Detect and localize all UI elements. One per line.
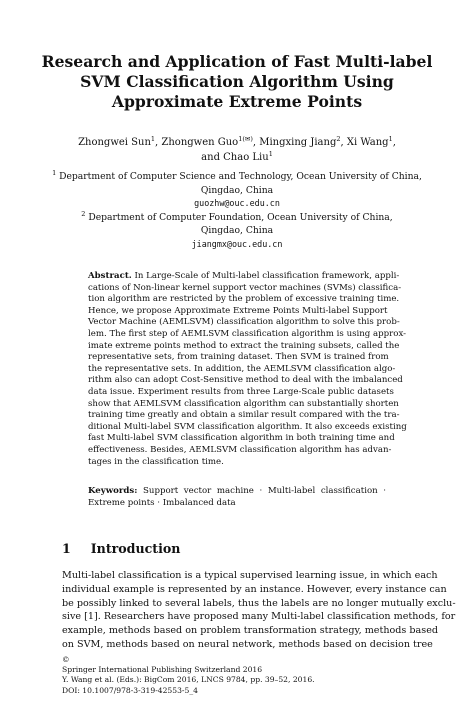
- abstract-line: data issue. Experiment results from three Large-Scale public datasets: [88, 386, 394, 397]
- affiliation-1: [30, 170, 444, 211]
- publication-footer: [62, 655, 412, 696]
- section-title: Introduction: [90, 541, 181, 556]
- abstract-label: Abstract.: [88, 271, 132, 281]
- abstract-line: rithm also can adopt Cost-Sensitive method to deal with the imbalanced: [88, 375, 403, 386]
- title-line-2: SVM Classification Algorithm Using: [80, 72, 394, 91]
- author-separator: ,: [392, 137, 396, 148]
- abstract: [88, 271, 407, 468]
- author-name: Zhongwei Sun: [78, 137, 151, 148]
- affiliation-email[interactable]: jiangmx@ouc.edu.cn: [191, 238, 283, 249]
- author-affil-mark: 2: [336, 135, 341, 143]
- keywords: [88, 486, 386, 509]
- affiliations: [30, 170, 444, 251]
- author-list: [50, 135, 424, 165]
- body-line: Multi-label classification is a typical supervised learning issue, in which each: [62, 570, 438, 581]
- affiliation-dept: Department of Computer Science and Technology, Ocean University of China,: [59, 171, 422, 182]
- keywords-text: Support vector machine · Multi-label classification ·: [143, 486, 386, 496]
- keywords-line: Extreme points · Imbalanced data: [88, 497, 236, 508]
- body-line: on SVM, methods based on neural network, methods based on decision tree: [62, 638, 433, 650]
- paper-title: [40, 52, 434, 112]
- section-heading: [62, 541, 180, 557]
- copyright-icon: ©: [62, 655, 70, 664]
- affiliation-line: [30, 170, 444, 184]
- author-affil-mark: 1: [388, 135, 393, 143]
- abstract-line: show that AEMLSVM classification algorithm can substantially shorten: [88, 398, 399, 409]
- affiliation-email[interactable]: guozhw@ouc.edu.cn: [194, 198, 280, 208]
- affiliation-2: [30, 211, 444, 252]
- author-name: , Zhongwen Guo: [155, 137, 239, 148]
- abstract-line: effectiveness. Besides, AEMLSVM classification algorithm has advan-: [88, 444, 392, 455]
- author-affil-mark: 1: [268, 150, 273, 158]
- copyright-text: Springer International Publishing Switzerland 2016: [62, 665, 263, 675]
- body-line: example, methods based on problem transformation strategy, methods based: [62, 625, 439, 637]
- abstract-line: the representative sets. In addition, the AEMLSVM classification algo-: [88, 363, 396, 374]
- author-affil-mark: 1(✉): [238, 135, 253, 143]
- doi-line[interactable]: DOI: 10.1007/978-3-319-42553-5_4: [62, 685, 198, 695]
- body-text: [62, 569, 456, 652]
- affiliation-mark: 1: [52, 169, 57, 177]
- abstract-line: imate extreme points method to extract the training subsets, called the: [88, 340, 400, 351]
- copyright-line: [62, 655, 412, 675]
- body-line: be possibly linked to several labels, thus the labels are no longer mutually exclu-: [62, 597, 456, 609]
- abstract-line: [88, 271, 400, 283]
- abstract-line: tion algorithm are restricted by the problem of excessive training time.: [88, 294, 400, 305]
- keywords-label: Keywords:: [88, 486, 138, 496]
- abstract-line: cations of Non-linear kernel support vector machines (SVMs) classifica-: [88, 282, 402, 293]
- title-line-1: Research and Application of Fast Multi-label: [41, 52, 433, 71]
- abstract-line: training time greatly and obtain a similar result compared with the tra-: [88, 410, 400, 421]
- body-line: sive [1]. Researchers have proposed many Multi-label classification methods, for: [62, 611, 456, 623]
- abstract-line: representative sets, from training dataset. Then SVM is trained from: [88, 352, 389, 363]
- author-name: and Chao Liu: [201, 152, 269, 163]
- affiliation-line: [30, 211, 444, 225]
- section-number: 1: [62, 541, 71, 556]
- abstract-line: Hence, we propose Approximate Extreme Points Multi-label Support: [88, 305, 388, 316]
- keywords-line: [88, 486, 386, 498]
- author-affil-mark: 1: [150, 135, 156, 143]
- abstract-line: Vector Machine (AEMLSVM) classification algorithm to solve this prob-: [88, 317, 400, 328]
- affiliation-city: Qingdao, China: [200, 184, 274, 196]
- affiliation-dept: Department of Computer Foundation, Ocean University of China,: [88, 211, 393, 223]
- author-name: , Xi Wang: [340, 137, 389, 148]
- body-line: individual example is represented by an instance. However, every instance can: [62, 583, 447, 595]
- title-line-3: Approximate Extreme Points: [111, 92, 363, 111]
- affiliation-city: Qingdao, China: [200, 225, 274, 236]
- abstract-line: lem. The first step of AEMLSVM classification algorithm is using approx-: [88, 328, 407, 339]
- abstract-text: In Large-Scale of Multi-label classification framework, appli-: [134, 271, 400, 281]
- abstract-line: fast Multi-label SVM classification algorithm in both training time and: [88, 433, 395, 444]
- citation-line: Y. Wang et al. (Eds.): BigCom 2016, LNCS 9784, pp. 39–52, 2016.: [62, 675, 315, 685]
- abstract-line: ditional Multi-label SVM classification algorithm. It also exceeds existing: [88, 421, 407, 432]
- abstract-line: tages in the classification time.: [88, 456, 224, 467]
- author-name: , Mingxing Jiang: [252, 137, 337, 148]
- affiliation-mark: 2: [81, 209, 86, 218]
